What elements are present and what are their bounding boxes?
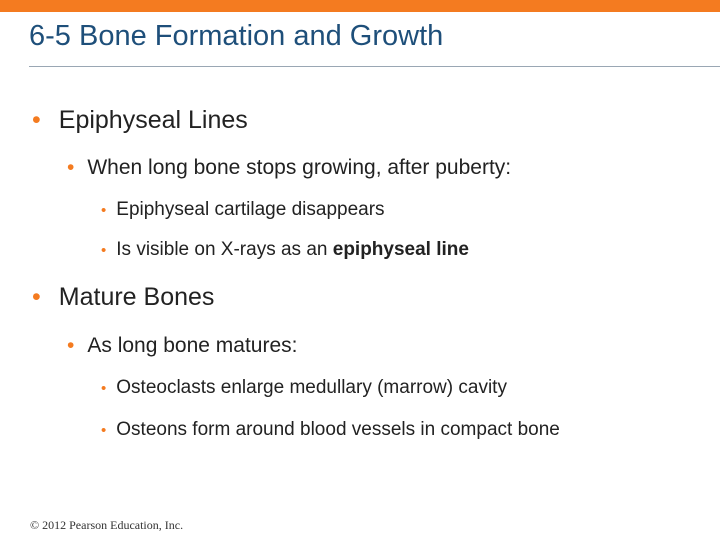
bullet-dot: • [67, 334, 75, 357]
sub-sub-bullet-cartilage: • Epiphyseal cartilage disappears [101, 199, 385, 220]
bullet-dot: • [32, 106, 41, 134]
bullet-dot: • [101, 380, 107, 397]
slide-title: 6-5 Bone Formation and Growth [29, 20, 444, 52]
sub-sub-bullet-xrays: • Is visible on X-rays as an epiphyseal line [101, 239, 469, 260]
copyright-footer: © 2012 Pearson Education, Inc. [30, 518, 184, 532]
bullet-dot: • [101, 202, 107, 219]
bullet-dot: • [32, 283, 41, 311]
sub-sub-bullet-osteons: • Osteons form around blood vessels in compact bone [101, 419, 560, 440]
epiphyseal-line-term: epiphyseal line [332, 239, 469, 260]
bullet-mature-bones: • Mature Bones [32, 283, 215, 311]
bullet-dot: • [101, 242, 107, 259]
bullet-dot: • [67, 156, 75, 179]
title-divider [29, 66, 720, 67]
top-accent-bar [0, 0, 720, 12]
sub-bullet-bone-matures: • As long bone matures: [67, 334, 298, 357]
sub-bullet-stops-growing: • When long bone stops growing, after puberty: [67, 156, 512, 179]
bullet-epiphyseal-lines: • Epiphyseal Lines [32, 106, 248, 134]
sub-sub-bullet-osteoclasts: • Osteoclasts enlarge medullary (marrow) cavity [101, 377, 507, 398]
bullet-dot: • [101, 422, 107, 439]
